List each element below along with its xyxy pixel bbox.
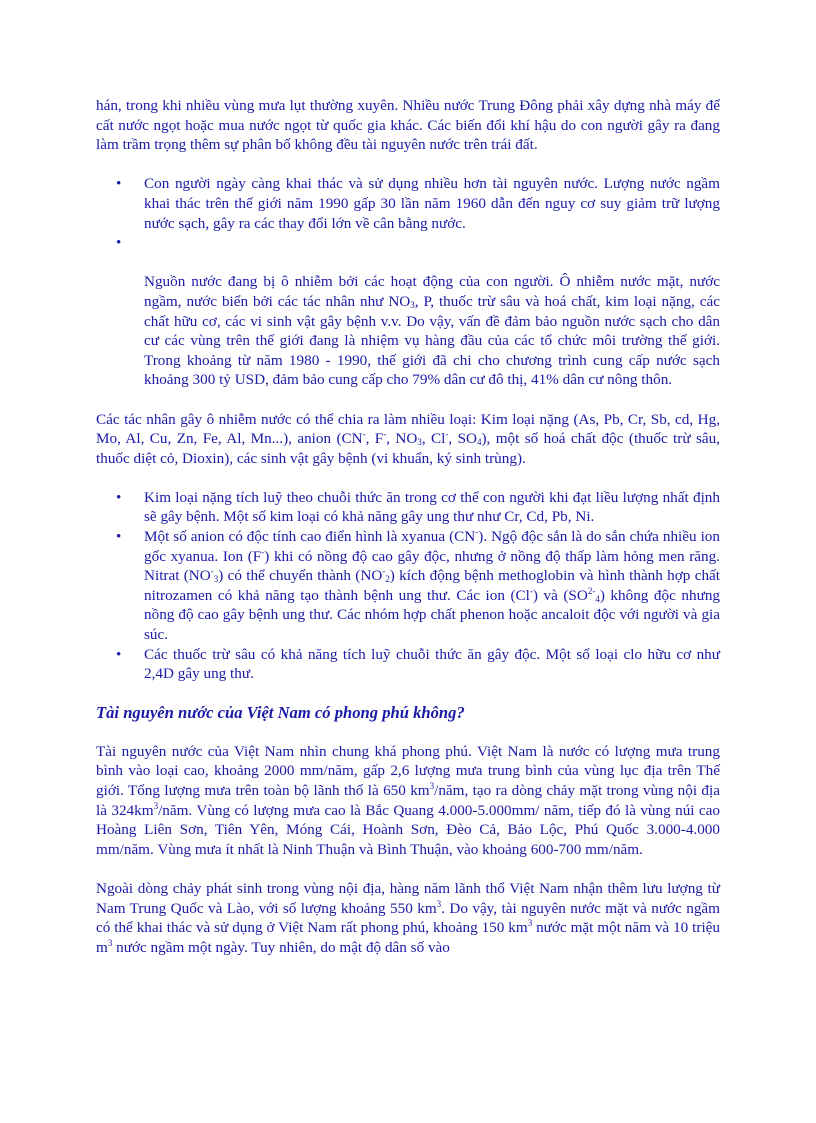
bullet-list-1 — [96, 174, 720, 390]
bullet-icon: • — [116, 175, 122, 193]
document-page — [96, 96, 720, 957]
list-item: • Nguồn nước đang bị ô nhiễm bởi các hoạt động của con người. Ô nhiễm nước mặt, nước ngầm, nước biển bởi các tác nhân như $NO_3$, P, thuốc trừ sâu và hoá chất, kim loại nặng, các chất hữu cơ, các vi sinh vật gây bệnh v.v. Do vậy, vấn đề đảm bảo nguồn nước sạch cho dân cư các vùng trên thế giới đang là nhiệm vụ hàng đầu của các tổ chức môi trường thế giới. Trong khoảng từ năm 1980 - 1990, thế giới đã chi cho chương trình cung cấp nước sạch khoảng 300 tỷ USD, đảm bảo cung cấp cho 79% dân cư đô thị, 41% dân cư nông thôn. — [116, 234, 720, 389]
paragraph-pollutants: Các tác nhân gây ô nhiễm nước có thể chia ra làm nhiều loại: Kim loại nặng (As, Pb, Cr, Sb, cd, Hg, Mo, Al, Cu, Zn, Fe, Al, Mn...), anion (CN-, F-, $NO_3$, Cl-, $SO_4$), một số hoá chất độc (thuốc trừ sâu, thuốc diệt cỏ, Dioxin), các sinh vật gây bệnh (vi khuẩn, ký sinh trùng). — [96, 410, 720, 467]
section-heading: Tài nguyên nước của Việt Nam có phong phú không? — [96, 702, 465, 722]
paragraph-vietnam-resources: Tài nguyên nước của Việt Nam nhìn chung khá phong phú. Việt Nam là nước có lượng mưa trung bình vào loại cao, khoảng 2000 mm/năm, gấp 2,6 lượng mưa trung bình của vùng lục địa trên Thế giới. Tổng lượng mưa trên toàn bộ lãnh thổ là 650 $km^3$/năm, tạo ra dòng chảy mặt trong vùng nội địa là $324km^3$/năm. Vùng có lượng mưa cao là Bắc Quang 4.000-5.000mm/ năm, tiếp đó là vùng núi cao Hoàng Liên Sơn, Tiên Yên, Móng Cái, Hoành Sơn, Đèo Cả, Bảo Lộc, Phú Quốc 3.000-4.000 mm/năm. Vùng mưa ít nhất là Ninh Thuận và Bình Thuận, vào khoảng 600-700 mm/năm. — [96, 742, 720, 858]
list-item: • Con người ngày càng khai thác và sử dụng nhiều hơn tài nguyên nước. Lượng nước ngầm khai thác trên thế giới năm 1990 gấp 30 lần năm 1960 dẫn đến nguy cơ suy giảm trữ lượng nước sạch, gây ra các thay đổi lớn về cân bằng nước. — [116, 175, 720, 232]
list-item: • Một số anion có độc tính cao điển hình là xyanua (CN-). Ngộ độc sắn là do sắn chứa nhiều ion gốc xyanua. Ion (F-) khi có nồng độ cao gây độc, nhưng ở nồng độ thấp làm hỏng men răng. Nitrat $(NO^-_3)$ có thể chuyển thành $(NO^-_2)$ kích động bệnh methoglobin và hình thành hợp chất nitrozamen có khả năng tạo thành bệnh ung thư. Các ion (Cl-) và $(SO^{2-}_4)$ không độc nhưng nồng độ cao gây bệnh ung thư. Các nhóm hợp chất phenon hoặc ancaloit độc với người và gia súc. — [116, 527, 721, 644]
paragraph-intro: hán, trong khi nhiều vùng mưa lụt thường xuyên. Nhiều nước Trung Đông phải xây dựng nhà máy để cất nước ngọt hoặc mua nước ngọt từ quốc gia khác. Các biến đổi khí hậu do con người gây ra đang làm trầm trọng thêm sự phân bố không đều tài nguyên nước trên trái đất. — [96, 97, 720, 154]
paragraph-inflow: Ngoài dòng chảy phát sinh trong vùng nội địa, hàng năm lãnh thổ Việt Nam nhận thêm lưu lượng từ Nam Trung Quốc và Lào, với số lượng khoảng 550 $km^3$. Do vậy, tài nguyên nước mặt và nước ngầm có thể khai thác và sử dụng ở Việt Nam rất phong phú, khoảng 150 $km^3$ nước mặt một năm và 10 triệu $m^3$ nước ngầm một ngày. Tuy nhiên, do mật độ dân số vào — [96, 879, 720, 956]
bullet-icon: • — [116, 488, 122, 506]
bullet-icon: • — [116, 234, 122, 252]
list-item: • Kim loại nặng tích luỹ theo chuỗi thức ăn trong cơ thể con người khi đạt liều lượng nhất định sẽ gây bệnh. Một số kim loại có khả năng gây ung thư như Cr, Cd, Pb, Ni. — [116, 488, 720, 526]
bullet-list-2 — [96, 488, 720, 684]
bullet-icon: • — [116, 645, 122, 663]
bullet-icon: • — [116, 528, 122, 546]
list-item: • Các thuốc trừ sâu có khả năng tích luỹ chuỗi thức ăn gây độc. Một số loại clo hữu cơ như 2,4D gây ung thư. — [116, 645, 720, 683]
